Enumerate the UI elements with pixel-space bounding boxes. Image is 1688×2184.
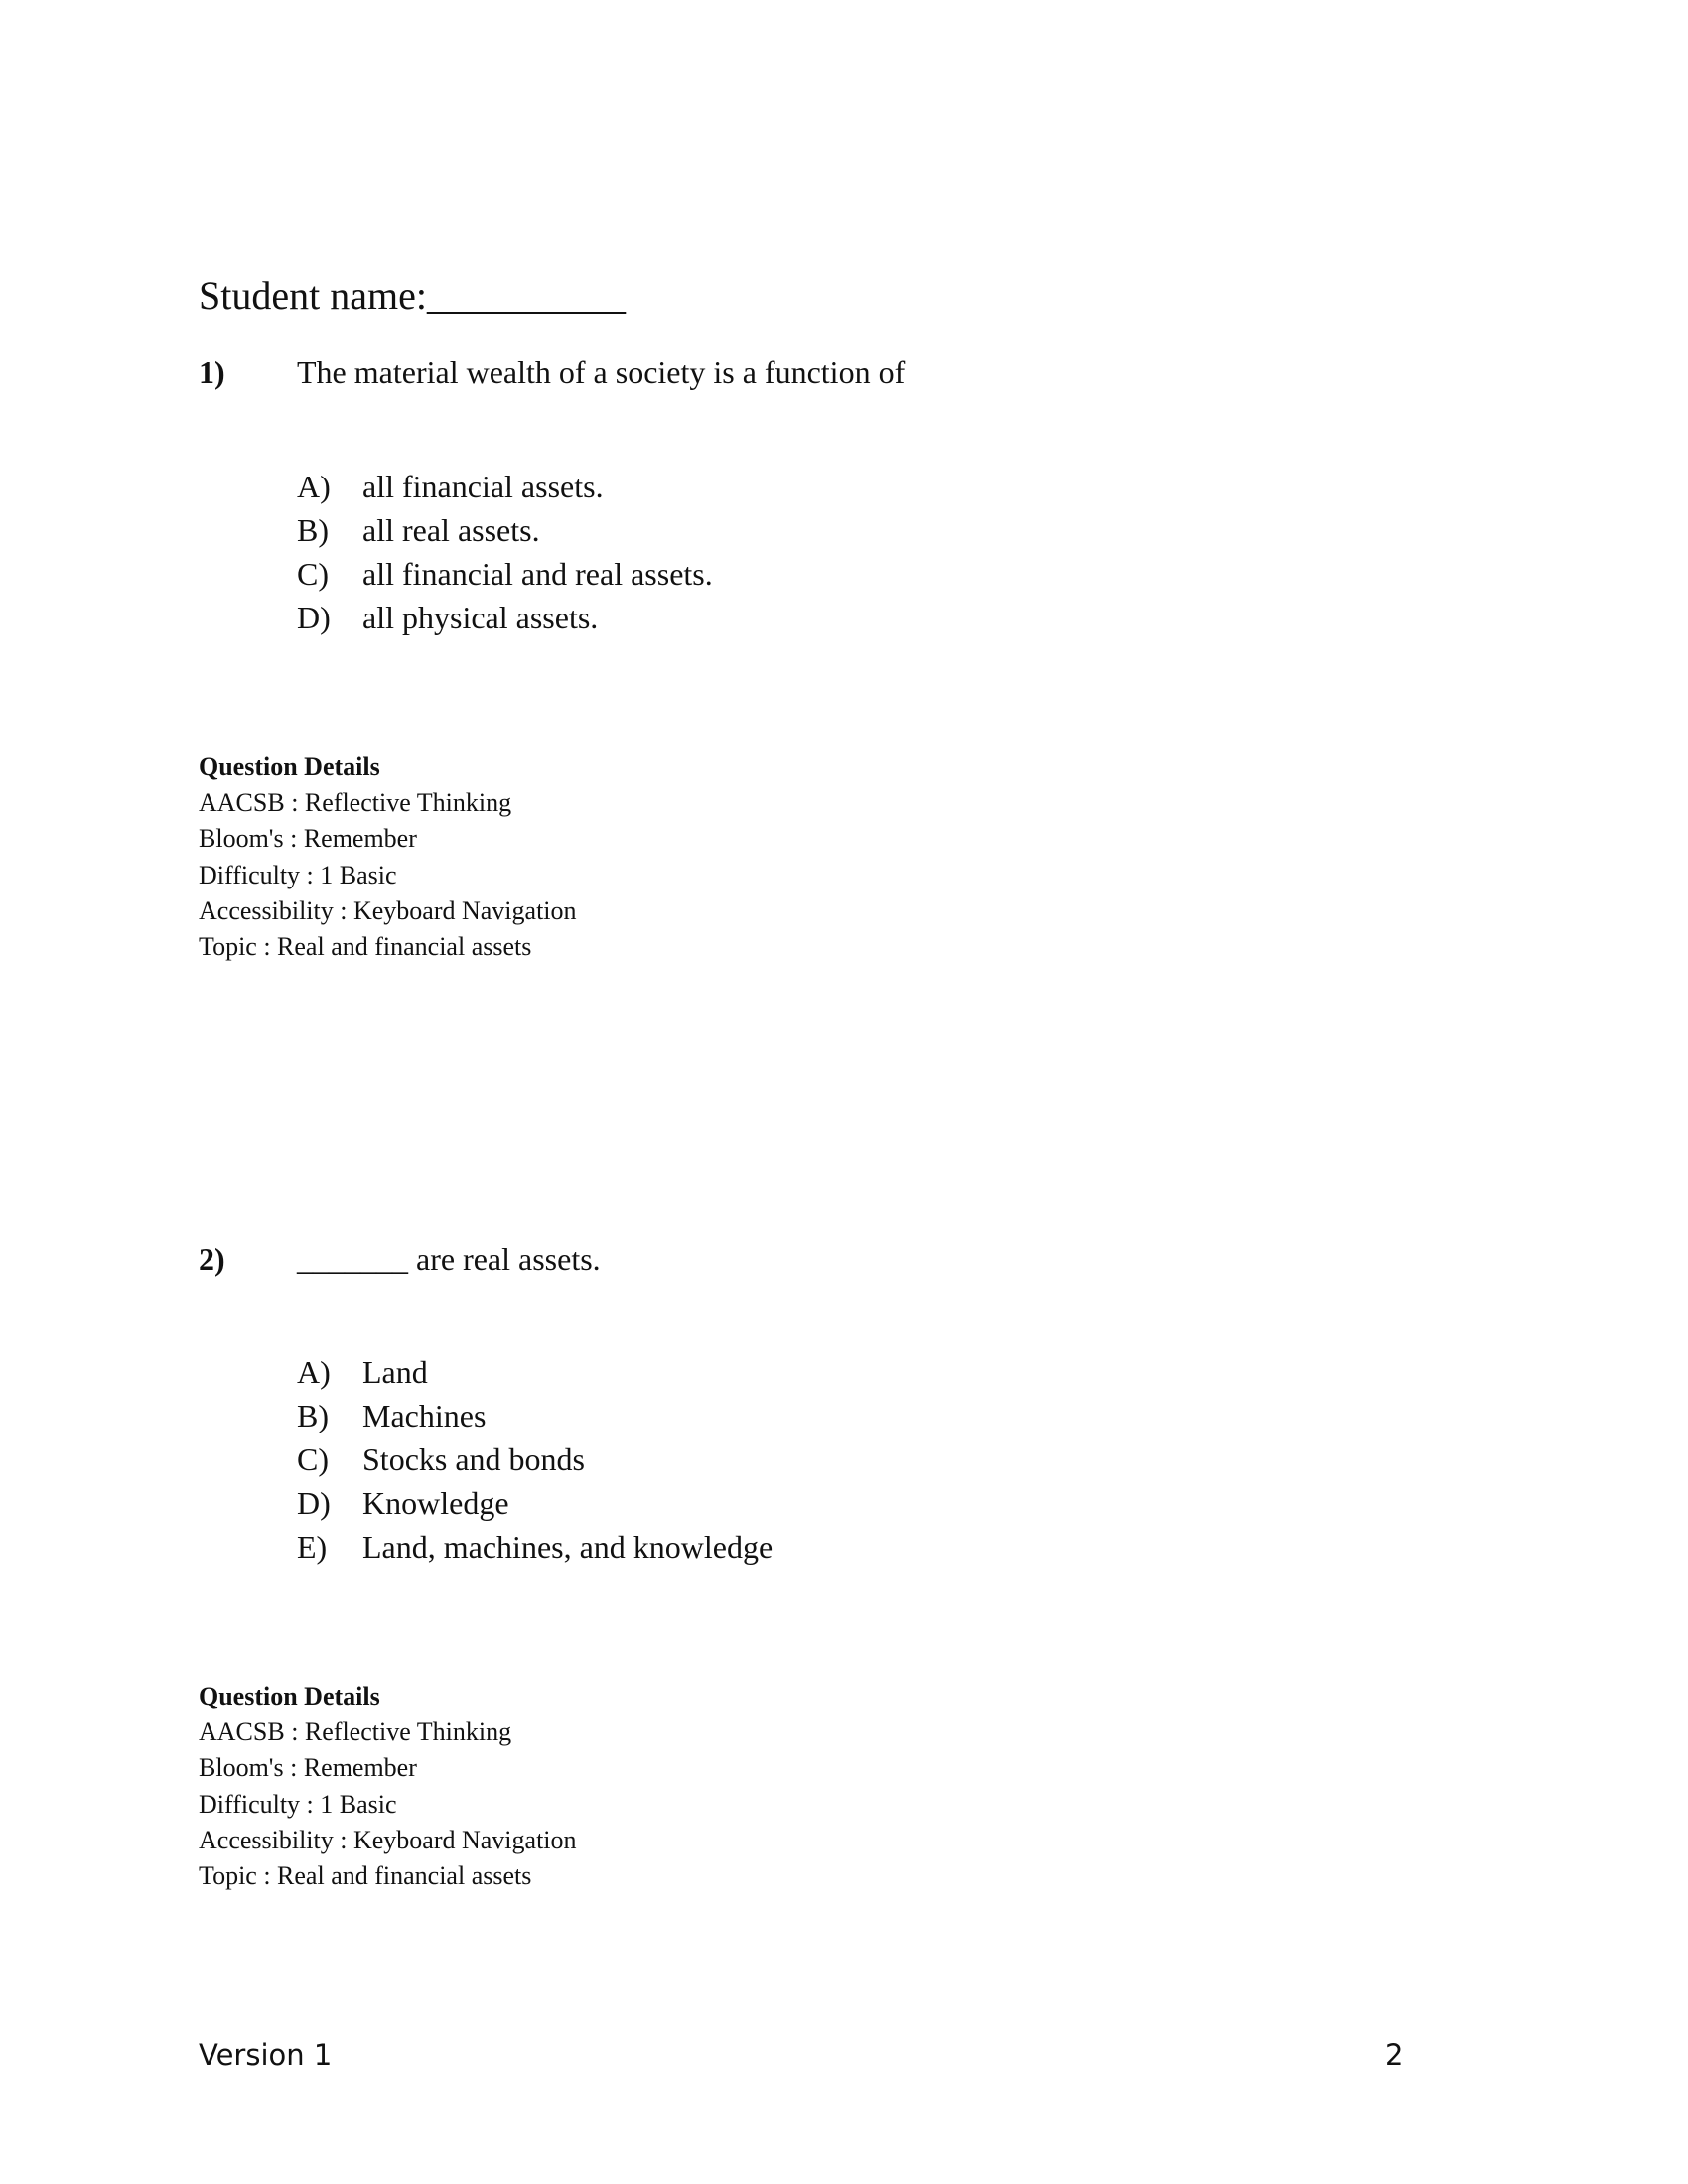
option-letter: A) <box>297 1354 331 1390</box>
footer-version: Version 1 <box>199 2038 333 2072</box>
question-text: The material wealth of a society is a function of <box>297 354 906 390</box>
detail-blooms: Bloom's : Remember <box>199 824 417 853</box>
student-name-label: Student name:__________ <box>199 273 626 318</box>
option-letter: C) <box>297 556 329 592</box>
question-number: 1) <box>199 354 225 390</box>
option-letter: D) <box>297 1485 331 1521</box>
option-letter: B) <box>297 512 329 548</box>
option-letter: D) <box>297 600 331 635</box>
detail-aacsb: AACSB : Reflective Thinking <box>199 788 512 817</box>
question-number: 2) <box>199 1241 225 1277</box>
option-text: Land <box>362 1354 428 1390</box>
option-text: all financial assets. <box>362 469 604 504</box>
question-details-title: Question Details <box>199 1682 380 1710</box>
detail-aacsb: AACSB : Reflective Thinking <box>199 1717 512 1746</box>
option-text: Machines <box>362 1398 487 1433</box>
detail-topic: Topic : Real and financial assets <box>199 932 532 961</box>
option-text: all financial and real assets. <box>362 556 713 592</box>
detail-difficulty: Difficulty : 1 Basic <box>199 1790 397 1819</box>
detail-difficulty: Difficulty : 1 Basic <box>199 861 397 889</box>
page-number: 2 <box>1385 2038 1404 2072</box>
option-text: Knowledge <box>362 1485 509 1521</box>
question-details-title: Question Details <box>199 752 380 781</box>
option-letter: B) <box>297 1398 329 1433</box>
option-text: Stocks and bonds <box>362 1441 585 1477</box>
option-text: all real assets. <box>362 512 540 548</box>
detail-accessibility: Accessibility : Keyboard Navigation <box>199 1826 577 1854</box>
option-letter: E) <box>297 1529 328 1565</box>
detail-blooms: Bloom's : Remember <box>199 1753 417 1782</box>
option-text: all physical assets. <box>362 600 599 635</box>
option-text: Land, machines, and knowledge <box>362 1529 774 1565</box>
option-letter: C) <box>297 1441 329 1477</box>
detail-accessibility: Accessibility : Keyboard Navigation <box>199 896 577 925</box>
question-text: _______ are real assets. <box>297 1241 601 1277</box>
detail-topic: Topic : Real and financial assets <box>199 1861 532 1890</box>
option-letter: A) <box>297 469 331 504</box>
